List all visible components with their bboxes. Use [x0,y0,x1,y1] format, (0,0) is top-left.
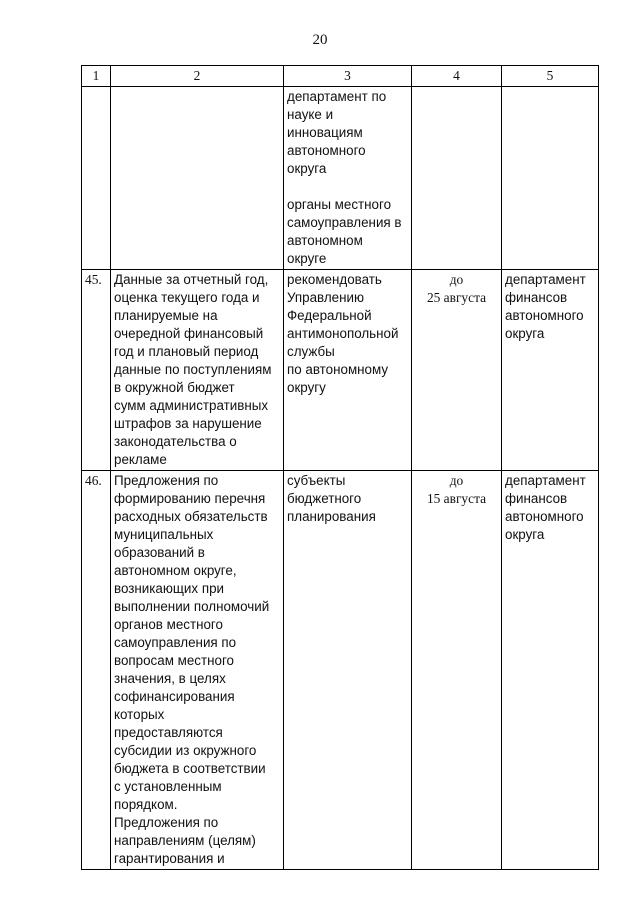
executor-line: автономного [287,143,366,158]
deadline-line: до [449,473,464,488]
executor-line: службы [287,344,335,359]
executor-line: планирования [287,509,376,524]
description-cell [111,471,284,870]
description-line: рекламе [114,452,167,467]
executor-line: Управлению [287,290,365,305]
description-line: порядком. [114,797,178,812]
executor-line: департамент по [287,89,387,104]
deadline-cell [412,471,502,870]
executor-line: округе [287,251,327,266]
description-line: которых [114,707,165,722]
table-row [82,270,599,471]
column-number: 2 [111,66,284,87]
executor-line: инновациям [287,125,363,140]
description-line: в окружной бюджет [114,380,235,395]
description-cell [111,270,284,471]
description-line: расходных обязательств [114,509,268,524]
description-line: с установленным [114,779,222,794]
executor-cell [284,471,412,870]
description-line: год и плановый период [114,344,259,359]
continuation-row [82,87,599,270]
description-line: оценка текущего года и [114,290,260,305]
planning-table [81,65,599,870]
row-number-cell [82,87,111,270]
recipient-line: финансов [505,491,568,506]
deadline-cell [412,270,502,471]
executor-line: Федеральной [287,308,372,323]
column-number: 4 [412,66,502,87]
recipient-cell [502,87,599,270]
description-line: предоставляются [114,725,223,740]
recipient-cell [502,270,599,471]
recipient-line: департамент [505,272,586,287]
page-number: 20 [312,32,328,48]
deadline-line: 25 августа [426,290,487,305]
description-line: субсидии из окружного [114,743,257,758]
executor-line: округа [287,161,327,176]
recipient-line: округа [505,326,545,341]
recipient-line: автономного [505,509,584,524]
description-cell [111,87,284,270]
column-number: 5 [502,66,599,87]
executor-line: органы местного [287,197,392,212]
description-line: образований в [114,545,205,560]
description-line: бюджета в соответствии [114,761,266,776]
executor-cell [284,270,412,471]
description-line: данные по поступлениям [114,362,272,377]
executor-line: рекомендовать [287,272,382,287]
description-line: очередной финансовый [114,326,264,341]
column-number: 1 [82,66,111,87]
executor-line: автономном [287,233,363,248]
description-line: значения, в целях [114,671,226,686]
recipient-line: округа [505,527,545,542]
recipient-line: департамент [505,473,586,488]
recipient-line: автономного [505,308,584,323]
spacer [287,178,408,196]
executor-line: самоуправления в [287,215,402,230]
description-line: выполнении полномочий [114,599,270,614]
description-line: Предложения по [114,473,219,488]
recipient-line: финансов [505,290,568,305]
executor-line: антимонопольной [287,326,399,341]
executor-line: субъекты [287,473,346,488]
executor-line: бюджетного [287,491,362,506]
description-line: формированию перечня [114,491,266,506]
description-line: направлениям (целям) [114,833,256,848]
recipient-cell [502,471,599,870]
executor-line: по автономному [287,362,389,377]
description-line: гарантирования и [114,851,225,866]
row-number: 45. [82,270,111,471]
description-line: возникающих при [114,581,225,596]
executor-cell [284,87,412,270]
description-line: муниципальных [114,527,214,542]
description-line: органов местного [114,617,223,632]
description-line: вопросам местного [114,653,234,668]
description-line: Данные за отчетный год, [114,272,269,287]
deadline-line: до [449,272,464,287]
deadline-cell [412,87,502,270]
description-line: сумм административных [114,398,269,413]
deadline-line: 15 августа [426,491,487,506]
description-line: самоуправления по [114,635,237,650]
column-number: 3 [284,66,412,87]
table-row [82,471,599,870]
description-line: Предложения по [114,815,219,830]
executor-line: округу [287,380,326,395]
description-line: штрафов за нарушение [114,416,262,431]
executor-line: науке и [287,107,334,122]
column-number-row [82,66,599,87]
description-line: планируемые на [114,308,218,323]
description-line: законодательства о [114,434,237,449]
description-line: софинансирования [114,689,235,704]
row-number: 46. [82,471,111,870]
description-line: автономном округе, [114,563,237,578]
